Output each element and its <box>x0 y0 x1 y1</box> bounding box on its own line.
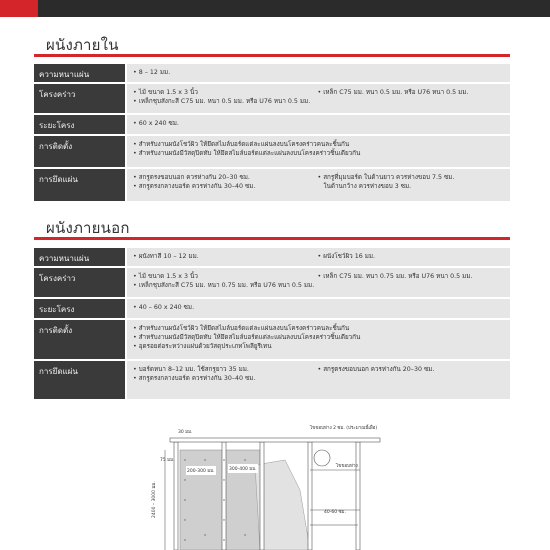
row-content: • 60 x 240 ซม. <box>125 115 510 134</box>
row-content: • ไม้ ขนาด 1.5 x 3 นิ้ว • เหล็ก C75 มม. หนา 0.75 มม. หรือ U76 หนา 0.5 มม. • เหล็กชุบสังกะสี C75 มม. หนา 0.75 มม. หรือ U76 หนา 0.5 มม. <box>125 268 510 297</box>
diagram-label: 30 มม. <box>178 430 193 435</box>
table-row <box>34 115 510 136</box>
wall-installation-diagram <box>152 420 390 550</box>
table-row <box>34 64 510 84</box>
row-content: • 40 – 60 x 240 ซม. <box>125 299 510 318</box>
row-content: • 8 – 12 มม. <box>125 64 510 82</box>
table-row <box>34 299 510 320</box>
row-label: การติดตั้ง <box>34 320 125 359</box>
diagram-label: ไขขอบห่าง 2 ซม. (ประมาณนี้เผื่อ) <box>310 426 378 431</box>
exterior-divider <box>34 237 510 240</box>
row-label: การติดตั้ง <box>34 136 125 167</box>
row-content: • ผนังทาสี 10 – 12 มม. • ผนังโชว์ผิว 16 มม. <box>125 248 510 266</box>
row-content: • สกรูตรงขอบนอก ควรห่างกัน 20–30 ซม. • สกรูตรงกลางบอร์ด ควรห่างกัน 30–40 ซม. • สกรูที่มุมบอร์ด ในด้านยาว ควรห่างขอบ 7.5 ซม. ในด้านกว้าง ควรห่างขอบ 3 ซม. <box>125 169 510 201</box>
row-label: ความหนาแผ่น <box>34 248 125 266</box>
diagram-label: ไขขอบห่าง <box>336 464 358 469</box>
row-content: • สำหรับงานผนังโชว์ผิว ให้ยึดสไมล์บอร์ดแต่ละแผ่นลงบนโครงคร่าวคนละชิ้นกัน • สำหรับงานผนังมีวัสดุปิดทับ ให้ยึดสไมล์บอร์ดแต่ละแผ่นลงบนโครงคร่าวชิ้นเดียวกัน • อุดรอยต่อระหว่างแผ่นด้วยวัสดุประเภทโพลียูรีเทน <box>125 320 510 359</box>
row-label: ความหนาแผ่น <box>34 64 125 82</box>
table-row <box>34 320 510 361</box>
top-bar <box>0 0 550 17</box>
table-row <box>34 248 510 268</box>
row-content: • ไม้ ขนาด 1.5 x 3 นิ้ว • เหล็ก C75 มม. หนา 0.5 มม. หรือ U76 หนา 0.5 มม. • เหล็กชุบสังกะสี C75 มม. หนา 0.5 มม. หรือ U76 หนา 0.5 มม. <box>125 84 510 113</box>
table-row <box>34 84 510 115</box>
interior-table <box>34 64 510 203</box>
row-content: • สำหรับงานผนังโชว์ผิว ให้ยึดสไมล์บอร์ดแต่ละแผ่นลงบนโครงคร่าวคนละชิ้นกัน • สำหรับงานผนังมีวัสดุปิดทับ ให้ยึดสไมล์บอร์ดแต่ละแผ่นลงบนโครงคร่าวชิ้นเดียวกัน <box>125 136 510 167</box>
table-row <box>34 169 510 203</box>
row-label: การยึดแผ่น <box>34 169 125 201</box>
detail-circle <box>314 450 330 466</box>
wall-diagram-svg <box>160 420 390 550</box>
table-row <box>34 361 510 401</box>
diagram-label: 75 มม. <box>160 458 175 463</box>
exterior-table <box>34 248 510 401</box>
table-row <box>34 268 510 299</box>
stud <box>260 442 264 550</box>
diagram-label: 2400 – 3000 มม. <box>152 481 157 518</box>
interior-title: ผนังภายใน <box>46 36 119 54</box>
row-content: • บอร์ดหนา 8–12 มม. ใช้สกรูยาว 35 มม. • สกรูตรงกลางบอร์ด ควรห่างกัน 30–40 ซม. • สกรูตรงขอบนอก ควรห่างกัน 20–30 ซม. <box>125 361 510 399</box>
row-label: โครงคร่าว <box>34 268 125 297</box>
row-label: ระยะโครง <box>34 299 125 318</box>
stud <box>222 442 226 550</box>
table-row <box>34 136 510 169</box>
row-label: การยึดแผ่น <box>34 361 125 399</box>
stud <box>356 442 360 550</box>
row-label: โครงคร่าว <box>34 84 125 113</box>
diagram-label: 300-400 มม. <box>228 464 258 473</box>
row-label: ระยะโครง <box>34 115 125 134</box>
diagram-label: 200-300 มม. <box>186 466 216 475</box>
stud <box>308 442 312 550</box>
top-plate <box>170 438 380 442</box>
exterior-title: ผนังภายนอก <box>46 219 130 237</box>
diagram-label: 40-60 ซม. <box>324 510 346 515</box>
top-bar-accent <box>0 0 38 17</box>
interior-divider <box>34 54 510 57</box>
